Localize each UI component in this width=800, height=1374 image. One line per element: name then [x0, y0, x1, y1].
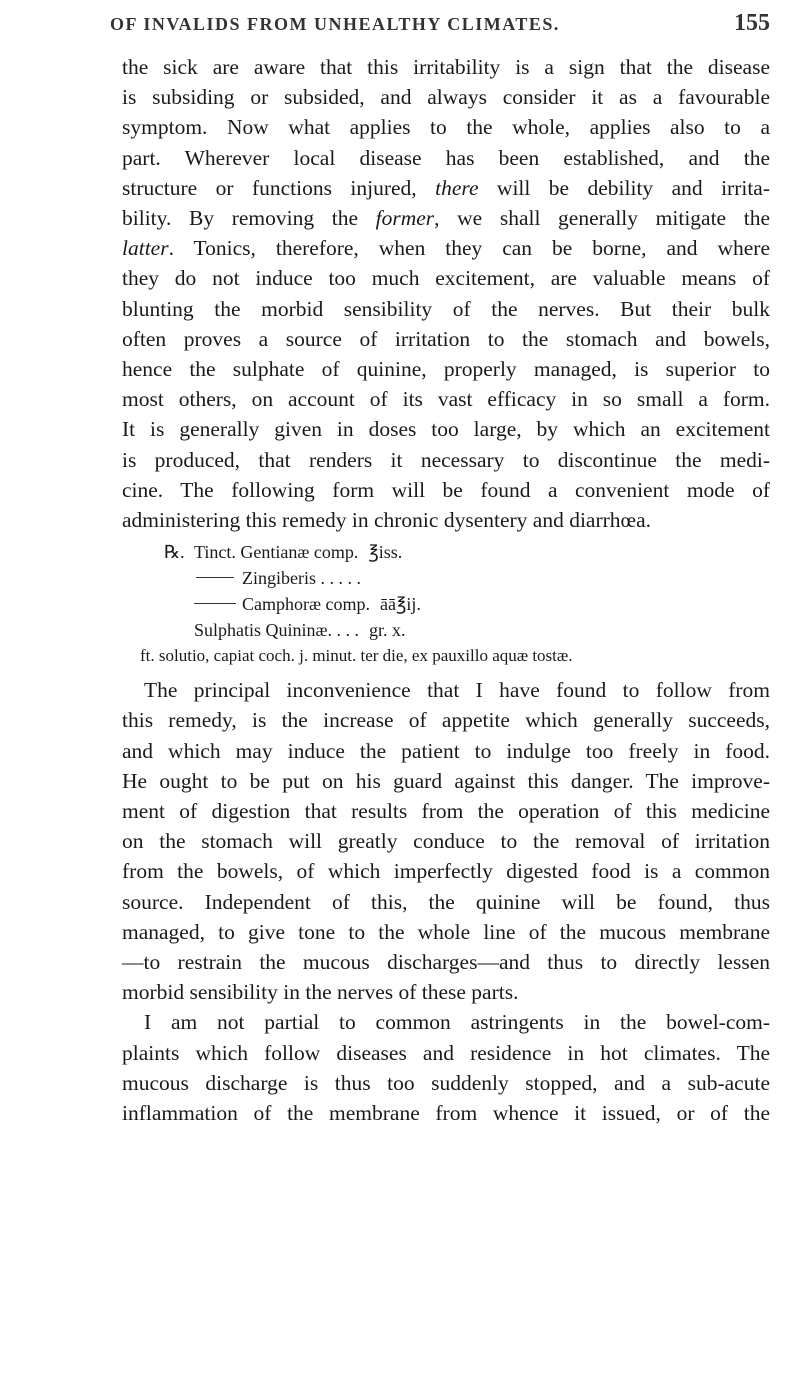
text-line: ment of digestion that results from the operation of this medicine — [122, 799, 770, 824]
text-line: It is generally given in doses too large, by which an excitement — [122, 417, 770, 442]
text-line: most others, on account of its vast efficacy in so small a form. — [122, 387, 770, 412]
text-line: —to restrain the mucous discharges—and thus to directly lessen — [122, 950, 770, 975]
text-line: managed, to give tone to the whole line of the mucous membrane — [122, 919, 770, 944]
text-line: I am not partial to common astringents in the bowel-com- — [144, 1010, 770, 1035]
text-line: cine. The following form will be found a convenient mode of — [122, 477, 770, 502]
running-head: OF INVALIDS FROM UNHEALTHY CLIMATES. — [110, 14, 560, 34]
text-line: mucous discharge is thus too suddenly stopped, and a sub-acute — [122, 1070, 770, 1095]
ingredient-name: Zingiberis . . . . . — [242, 568, 361, 589]
page-number: 155 — [734, 10, 770, 36]
paragraph-3 — [122, 1007, 770, 1128]
text-line: bility. By removing the former, we shall generally mitigate the — [122, 206, 770, 231]
paragraph-1 — [122, 52, 770, 535]
prescription-instructions: ft. solutio, capiat coch. j. minut. ter die, ex pauxillo aquæ tostæ. — [140, 646, 573, 666]
text-line: is subsiding or subsided, and always consider it as a favourable — [122, 85, 770, 110]
prescription-line — [122, 539, 770, 565]
prescription-line — [122, 617, 770, 643]
ingredient-name: Sulphatis Quininæ. . . . — [194, 620, 360, 641]
text-line: morbid sensibility in the nerves of these parts. — [122, 980, 519, 1005]
text-line: inflammation of the membrane from whence it issued, or of the — [122, 1101, 770, 1126]
ingredient-dose: ℥iss. — [368, 542, 403, 563]
ingredient-name: Tinct. Gentianæ comp. — [194, 542, 359, 563]
ditto-rule — [196, 577, 234, 578]
text-line: The principal inconvenience that I have found to follow from — [144, 678, 770, 703]
text-line: symptom. Now what applies to the whole, applies also to a — [122, 115, 770, 140]
recipe-symbol: ℞. — [164, 542, 185, 563]
text-line: administering this remedy in chronic dysentery and diarrhœa. — [122, 508, 651, 533]
text-line: source. Independent of this, the quinine will be found, thus — [122, 889, 770, 914]
text-line: is produced, that renders it necessary to discontinue the medi- — [122, 447, 770, 472]
text-line: on the stomach will greatly conduce to the removal of irritation — [122, 829, 770, 854]
ditto-rule — [194, 603, 236, 604]
ingredient-dose: gr. x. — [369, 620, 406, 641]
text-line: the sick are aware that this irritability is a sign that the disease — [122, 55, 770, 79]
text-line: blunting the morbid sensibility of the nerves. But their bulk — [122, 296, 770, 321]
text-line: they do not induce too much excitement, are valuable means of — [122, 266, 770, 291]
prescription-line — [122, 565, 770, 591]
text-line: hence the sulphate of quinine, properly managed, is superior to — [122, 357, 770, 382]
text-line: He ought to be put on his guard against this danger. The improve- — [122, 768, 770, 793]
text-line: plaints which follow diseases and residence in hot climates. The — [122, 1040, 770, 1065]
text-line: often proves a source of irritation to the stomach and bowels, — [122, 326, 770, 351]
prescription-line — [122, 643, 770, 669]
text-line: and which may induce the patient to indulge too freely in food. — [122, 738, 770, 763]
text-line: latter. Tonics, therefore, when they can be borne, and where — [122, 236, 770, 261]
text-line: this remedy, is the increase of appetite which generally succeeds, — [122, 708, 770, 733]
text-line: from the bowels, of which imperfectly digested food is a common — [122, 859, 770, 884]
ingredient-name: Camphoræ comp. — [242, 594, 370, 615]
page-body — [122, 52, 770, 1128]
ingredient-dose: āā℥ij. — [380, 594, 421, 615]
paragraph-2 — [122, 675, 770, 1007]
text-line: structure or functions injured, there will be debility and irrita- — [122, 175, 771, 200]
prescription-line — [122, 591, 770, 617]
text-line: part. Wherever local disease has been established, and the — [122, 145, 770, 170]
prescription — [122, 539, 770, 669]
